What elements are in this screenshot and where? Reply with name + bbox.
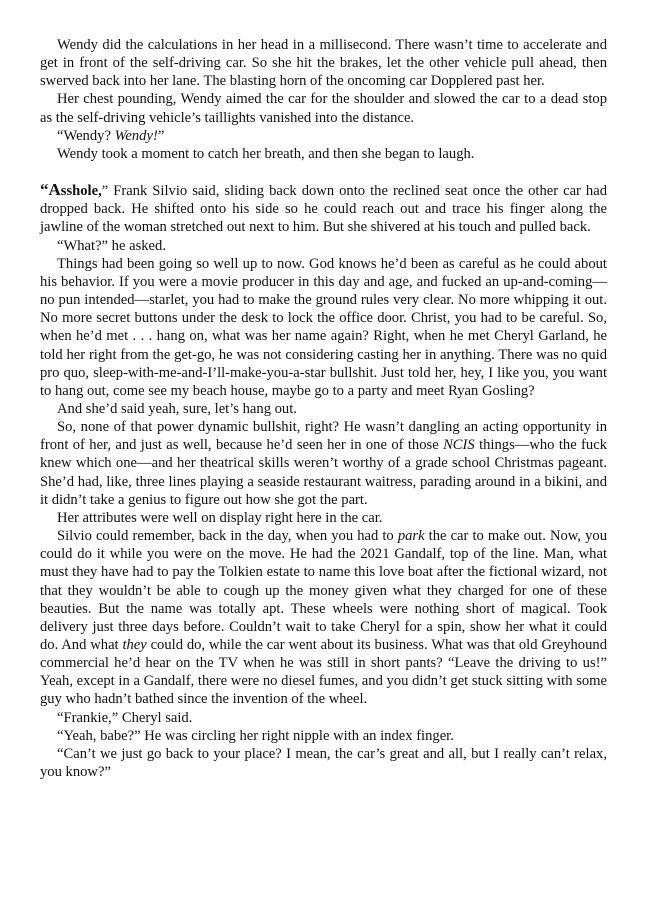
emphasis-text: NCIS bbox=[443, 437, 475, 454]
paragraph: “What?” he asked. bbox=[57, 237, 166, 254]
text-run: things—who the fuck knew which one—and her theatrical skills weren’t worthy of a grade school Christmas pageant. She’d had, like, three lines playing a seaside restaurant waitress, parading around in a bikini, and it didn’t take a genius to figure out how she got the part. bbox=[40, 437, 607, 508]
paragraph: “Yeah, babe?” He was circling her right nipple with an index finger. bbox=[57, 727, 454, 744]
opening-text: ” Frank Silvio said, sliding back down onto the reclined seat once the other car had dropped back. He shifted onto his side so he could reach out and trace his finger along the jawline of the woman stretched out next to him. But she shivered at his touch and pulled back. bbox=[40, 183, 607, 236]
text-run: Silvio could remember, back in the day, when you had to bbox=[57, 528, 398, 545]
paragraph bbox=[40, 527, 607, 709]
section-break bbox=[40, 163, 607, 181]
opening-quote-mark: “ bbox=[40, 180, 49, 200]
paragraph: “Can’t we just go back to your place? I mean, the car’s great and all, but I really can’t relax, you know?” bbox=[40, 745, 607, 781]
emphasis-text: Wendy! bbox=[114, 127, 158, 144]
opening-word-rest: sshole, bbox=[60, 183, 102, 200]
paragraph: “Frankie,” Cheryl said. bbox=[57, 709, 193, 726]
paragraph: Her chest pounding, Wendy aimed the car for the shoulder and slowed the car to a dead stop as the self-driving vehicle’s taillights vanished into the distance. bbox=[40, 91, 607, 126]
paragraph: Wendy did the calculations in her head in a millisecond. There wasn’t time to accelerate and get in front of the self-driving car. So she hit the brakes, let the other vehicle pull ahead, then swerved back into her lane. The blasting horn of the oncoming car Dopplered past her. bbox=[40, 37, 607, 90]
emphasis-text: they bbox=[122, 637, 147, 653]
opening-word bbox=[40, 180, 102, 200]
paragraph: Wendy took a moment to catch her breath, and then she began to laugh. bbox=[57, 145, 475, 162]
paragraph: Things had been going so well up to now. God knows he’d been as careful as he could about his behavior. If you were a movie producer in this day and age, and fucked an up-and-coming—no pun intended—starlet, you had to make the ground rules very clear. No more whipping it out. No more secret buttons under the desk to lock the office door. Christ, you had to be careful. So, when he’d met . . . hang on, what was her name again? Right, when he met Cheryl Garland, he told her right from the get-go, he was not considering casting her in anything. There was no quid pro quo, sleep-with-me-and-I’ll-make-you-a-star bullshit. Just told her, hey, I like you, you want to hang out, come see my beach house, maybe go to a party and meet Ryan Gosling? bbox=[40, 255, 607, 399]
text-run: So, none of that power dynamic bullshit, right? He wasn’t dangling an acting opportunity in front of her, and just as well, because he’d seen her in one of those bbox=[40, 419, 607, 454]
dialogue-close: ” bbox=[157, 127, 165, 144]
section-opening-paragraph bbox=[40, 181, 607, 236]
drop-cap-letter: A bbox=[48, 180, 61, 200]
paragraph: Her attributes were well on display right here in the car. bbox=[57, 509, 383, 526]
paragraph bbox=[40, 418, 607, 509]
book-page bbox=[40, 36, 607, 781]
text-run: the car to make out. Now, you could do it while you were on the move. He had the 2021 Gandalf, top of the line. Man, what must they have had to pay the Tolkien estate to name this love boat after the fictional wizard, not that they wouldn’t be able to cough up the money given what they charged for one of these beauties. But the name was totally apt. These wheels were nothing short of magical. Took delivery just three days before. Couldn’t wait to take Cheryl for a spin, show her what it could do. And what bbox=[40, 528, 607, 653]
text-run: could do, while the car went about its business. What was that old Greyhound commercial he’d hear on the TV when he was still in short pants? “Leave the driving to us!” Yeah, except in a Gandalf, there were no diesel fumes, and you didn’t get stuck sitting with some guy who hadn’t bathed since the invention of the wheel. bbox=[40, 637, 607, 708]
paragraph: And she’d said yeah, sure, let’s hang out. bbox=[57, 400, 297, 417]
emphasis-text: park bbox=[397, 528, 425, 545]
paragraph-dialogue bbox=[40, 127, 607, 145]
dialogue-text: “Wendy? bbox=[57, 127, 115, 144]
